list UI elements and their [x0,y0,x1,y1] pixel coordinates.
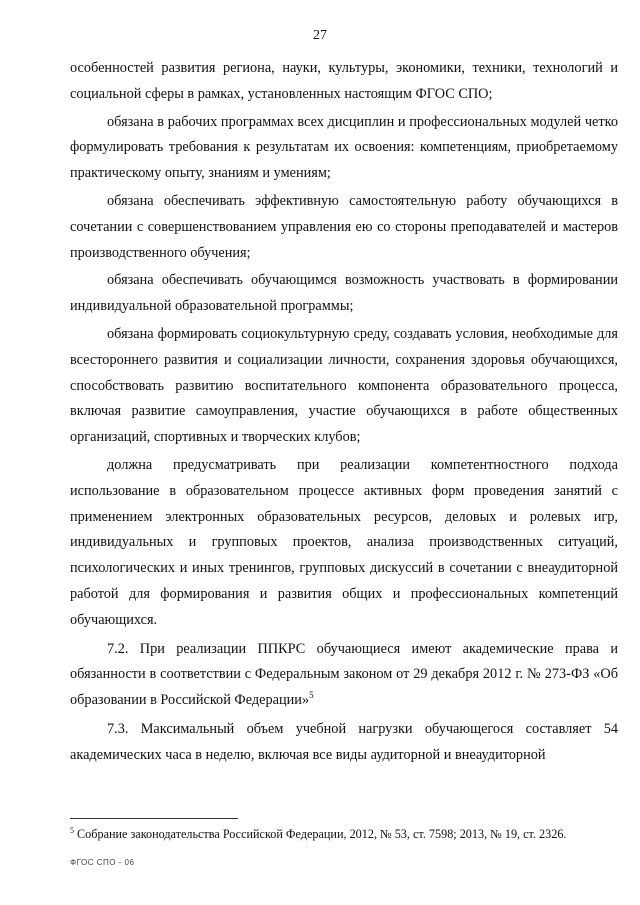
document-stamp: ФГОС СПО - 06 [70,858,135,867]
paragraph-work-programs: обязана в рабочих программах всех дисциплин и профессиональных модулей четко формулировать требования к результатам их освоения: компетенциям, приобретаемому практическому опыту, знаниям и умениям; [70,113,618,182]
paragraph-independent-work: обязана обеспечивать эффективную самостоятельную работу обучающихся в сочетании с совершенствованием управления ею со стороны преподавателей и мастеров производственного обучения; [70,192,618,261]
section-7-2 [70,637,618,714]
footnote-text: Собрание законодательства Российской Федерации, 2012, № 53, ст. 7598; 2013, № 19, ст. 2326. [74,827,567,841]
footnote-reference: 5 [309,690,314,701]
footnote-marker: 5 [70,825,74,835]
section-7-3: 7.3. Максимальный объем учебной нагрузки обучающегося составляет 54 академических часа в неделю, включая все виды аудиторной и внеаудиторной [70,720,618,763]
paragraph-sociocultural-environment: обязана формировать социокультурную среду, создавать условия, необходимые для всестороннего развития и социализации личности, сохранения здоровья обучающихся, способствовать развитию воспитательного компонента образовательного процесса, включая развитие самоуправления, участие обучающихся в работе общественных организаций, спортивных и творческих клубов; [70,325,618,446]
paragraph-individual-program: обязана обеспечивать обучающимся возможность участвовать в формировании индивидуальной образовательной программы; [70,272,618,315]
paragraph-active-forms: должна предусматривать при реализации компетентностного подхода использование в образовательном процессе активных форм проведения занятий с применением электронных образовательных ресурсов, деловых и ролевых игр, индивидуальных и групповых проектов, анализа производственных ситуаций, психологических и иных тренингов, групповых дискуссий в сочетании с внеаудиторной работой для формирования и развития общих и профессиональных компетенций обучающихся. [70,456,618,628]
section-7-2-text: 7.2. При реализации ППКРС обучающиеся имеют академические права и обязанности в соответствии с Федеральным законом от 29 декабря 2012 г. № 273-ФЗ «Об образовании в Российской Федерации» [70,640,618,709]
footnote [70,826,618,842]
page-number: 27 [313,28,327,43]
paragraph-continuation: особенностей развития региона, науки, культуры, экономики, техники, технологий и социальной сферы в рамках, установленных настоящим ФГОС СПО; [70,60,618,102]
footnote-divider [70,818,238,819]
document-body [70,56,618,769]
